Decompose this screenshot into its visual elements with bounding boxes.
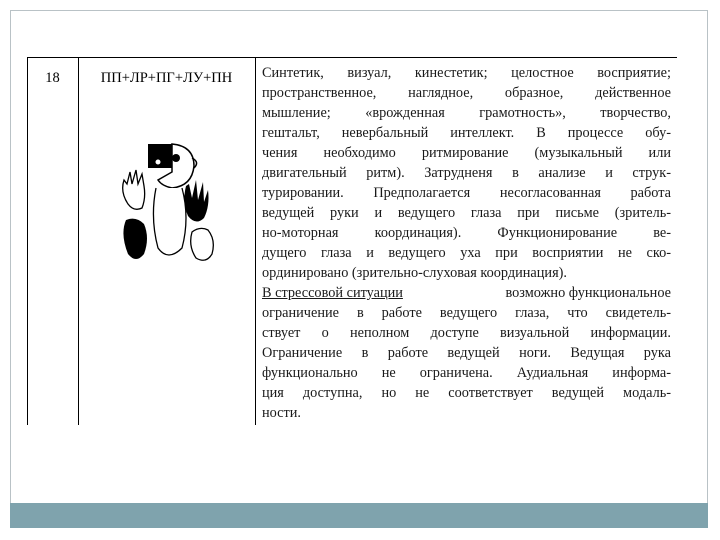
footer-bar [10,503,708,528]
table-border-col2 [255,57,256,425]
stress-situation-rest: возможно функциональное [505,285,671,301]
description-text [262,63,671,423]
desc-line: ция доступна, но не соответствует ведущей модаль- [262,385,671,401]
row-number: 18 [45,70,60,86]
desc-line: ности. [262,405,301,421]
desc-line: чения необходимо ритмирование (музыкальный или [262,145,671,161]
table-top-border [27,57,677,58]
eye-left [155,159,161,165]
desc-line: пространственное, наглядное, образное, действенное [262,85,671,101]
desc-line: гештальт, невербальный интеллект. В процессе обу- [262,125,671,141]
table-border-col1 [78,57,79,425]
eye-right [172,154,180,162]
left-foot-black [123,219,147,259]
desc-line: двигательный ритм). Затрудненя в анализе и струк- [262,165,671,181]
desc-line: Ограничение в работе ведущей ноги. Ведущая рука [262,345,671,361]
desc-line: ординировано (зрительно-слуховая координация). [262,265,567,281]
profile-code: ПП+ЛР+ПГ+ЛУ+ПН [100,70,233,86]
desc-line: турировании. Предполагается несогласованная работа [262,185,671,201]
desc-line: ограничение в работе ведущего глаза, что свидетель- [262,305,671,321]
desc-line: Синтетик, визуал, кинестетик; целостное восприятие; [262,65,671,81]
right-hand-black [184,180,208,222]
desc-line: но-моторная координация). Функционирование ве- [262,225,671,241]
right-foot-outline [191,228,214,260]
table-border-left [27,57,28,425]
desc-line: мышление; «врожденная грамотность», творчество, [262,105,671,121]
stress-situation-heading: В стрессовой ситуации [262,285,403,301]
lateral-profile-figure-icon [112,140,220,270]
body-outline [153,188,186,255]
desc-line: ствует о неполном доступе визуальной информации. [262,325,671,341]
desc-line: функционально не ограничена. Аудиальная информа- [262,365,671,381]
desc-line: ведущей руки и ведущего глаза при письме (зритель- [262,205,671,221]
desc-line: дущего глаза и ведущего уха при восприятии не ско- [262,245,671,261]
desc-line-stress [262,283,671,303]
left-hand-outline [123,170,145,209]
